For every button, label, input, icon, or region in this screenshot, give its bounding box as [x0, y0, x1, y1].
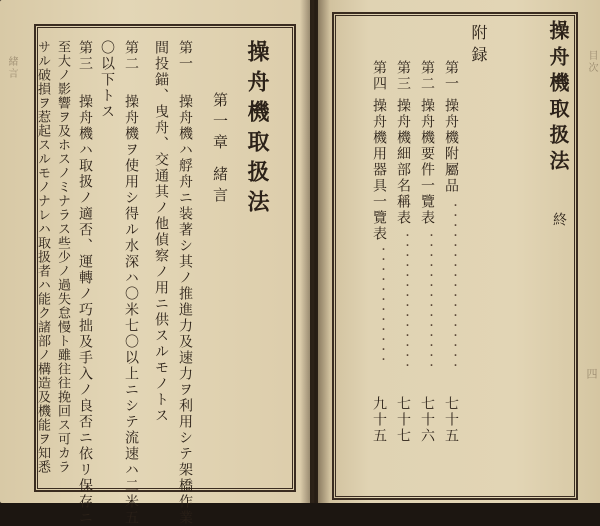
toc-entry-4-title: 操舟機用器具一覽表: [371, 98, 387, 242]
section-3-label: 第三: [77, 40, 93, 72]
appendix-heading: 附録: [469, 24, 488, 68]
section-2-label: 第二: [123, 40, 139, 72]
toc-entry-2-label: 第二: [419, 60, 435, 92]
section-1-text: 操舟機ハ艀舟ニ装著シ其ノ推進力及速力ヲ利用シテ架橋作業: [177, 94, 193, 526]
page-number: 四: [585, 368, 598, 381]
right-margin-header: 目次: [586, 50, 597, 74]
left-page-title: 操舟機取扱法: [244, 40, 270, 220]
section-2-text: 操舟機ヲ使用シ得ル水深ハ〇米七〇以上ニシテ流速ハ二米五: [123, 94, 139, 526]
toc-entry-3-label: 第三: [395, 60, 411, 92]
toc-leader: ・・・・・・・・・・・・: [376, 244, 387, 364]
section-2-text-cont: 〇以下トス: [99, 40, 115, 120]
toc-entry-2-page: 七十六: [419, 396, 435, 444]
toc-entry-2-title: 操舟機要件一覽表: [419, 98, 435, 226]
toc-end-mark: 終: [551, 212, 567, 228]
toc-entry-4-page: 九十五: [371, 396, 387, 444]
toc-entry-1-title: 操舟機附屬品: [443, 98, 459, 194]
toc-leader: ・・・・・・・・・・・・・・・・・: [448, 200, 459, 370]
toc-entry-3-title: 操舟機細部名稱表: [395, 98, 411, 226]
section-3-text-cont-2: サル破損ヲ惹起スルモノナレハ取扱者ハ能ク諸部ノ構造及機能ヲ知悉: [35, 40, 50, 474]
toc-entry-1-label: 第一: [443, 60, 459, 92]
section-1-text-cont: 間投錨、曳舟、交通其ノ他偵察ノ用ニ供スルモノトス: [153, 40, 169, 424]
toc-entry-4-label: 第四: [371, 60, 387, 92]
chapter-heading: 第一章 緒言: [211, 92, 229, 208]
toc-title: 操舟機取扱法: [546, 20, 570, 176]
section-1-label: 第一: [177, 40, 193, 72]
section-3-text: 操舟機ハ取扱ノ適否、運轉ノ巧拙及手入ノ良否ニ依リ保存ニ: [77, 94, 93, 526]
toc-entry-3-page: 七十七: [395, 396, 411, 444]
toc-leader: ・・・・・・・・・・・・・・: [400, 230, 411, 370]
left-margin-header: 緒言: [6, 56, 17, 80]
toc-leader: ・・・・・・・・・・・・・・: [424, 230, 435, 370]
toc-entry-1-page: 七十五: [443, 396, 459, 444]
section-3-text-cont-1: 至大ノ影響ヲ及ホスノミナラス些少ノ過失怠慢ト雖往往挽回ス可カラ: [55, 40, 70, 474]
